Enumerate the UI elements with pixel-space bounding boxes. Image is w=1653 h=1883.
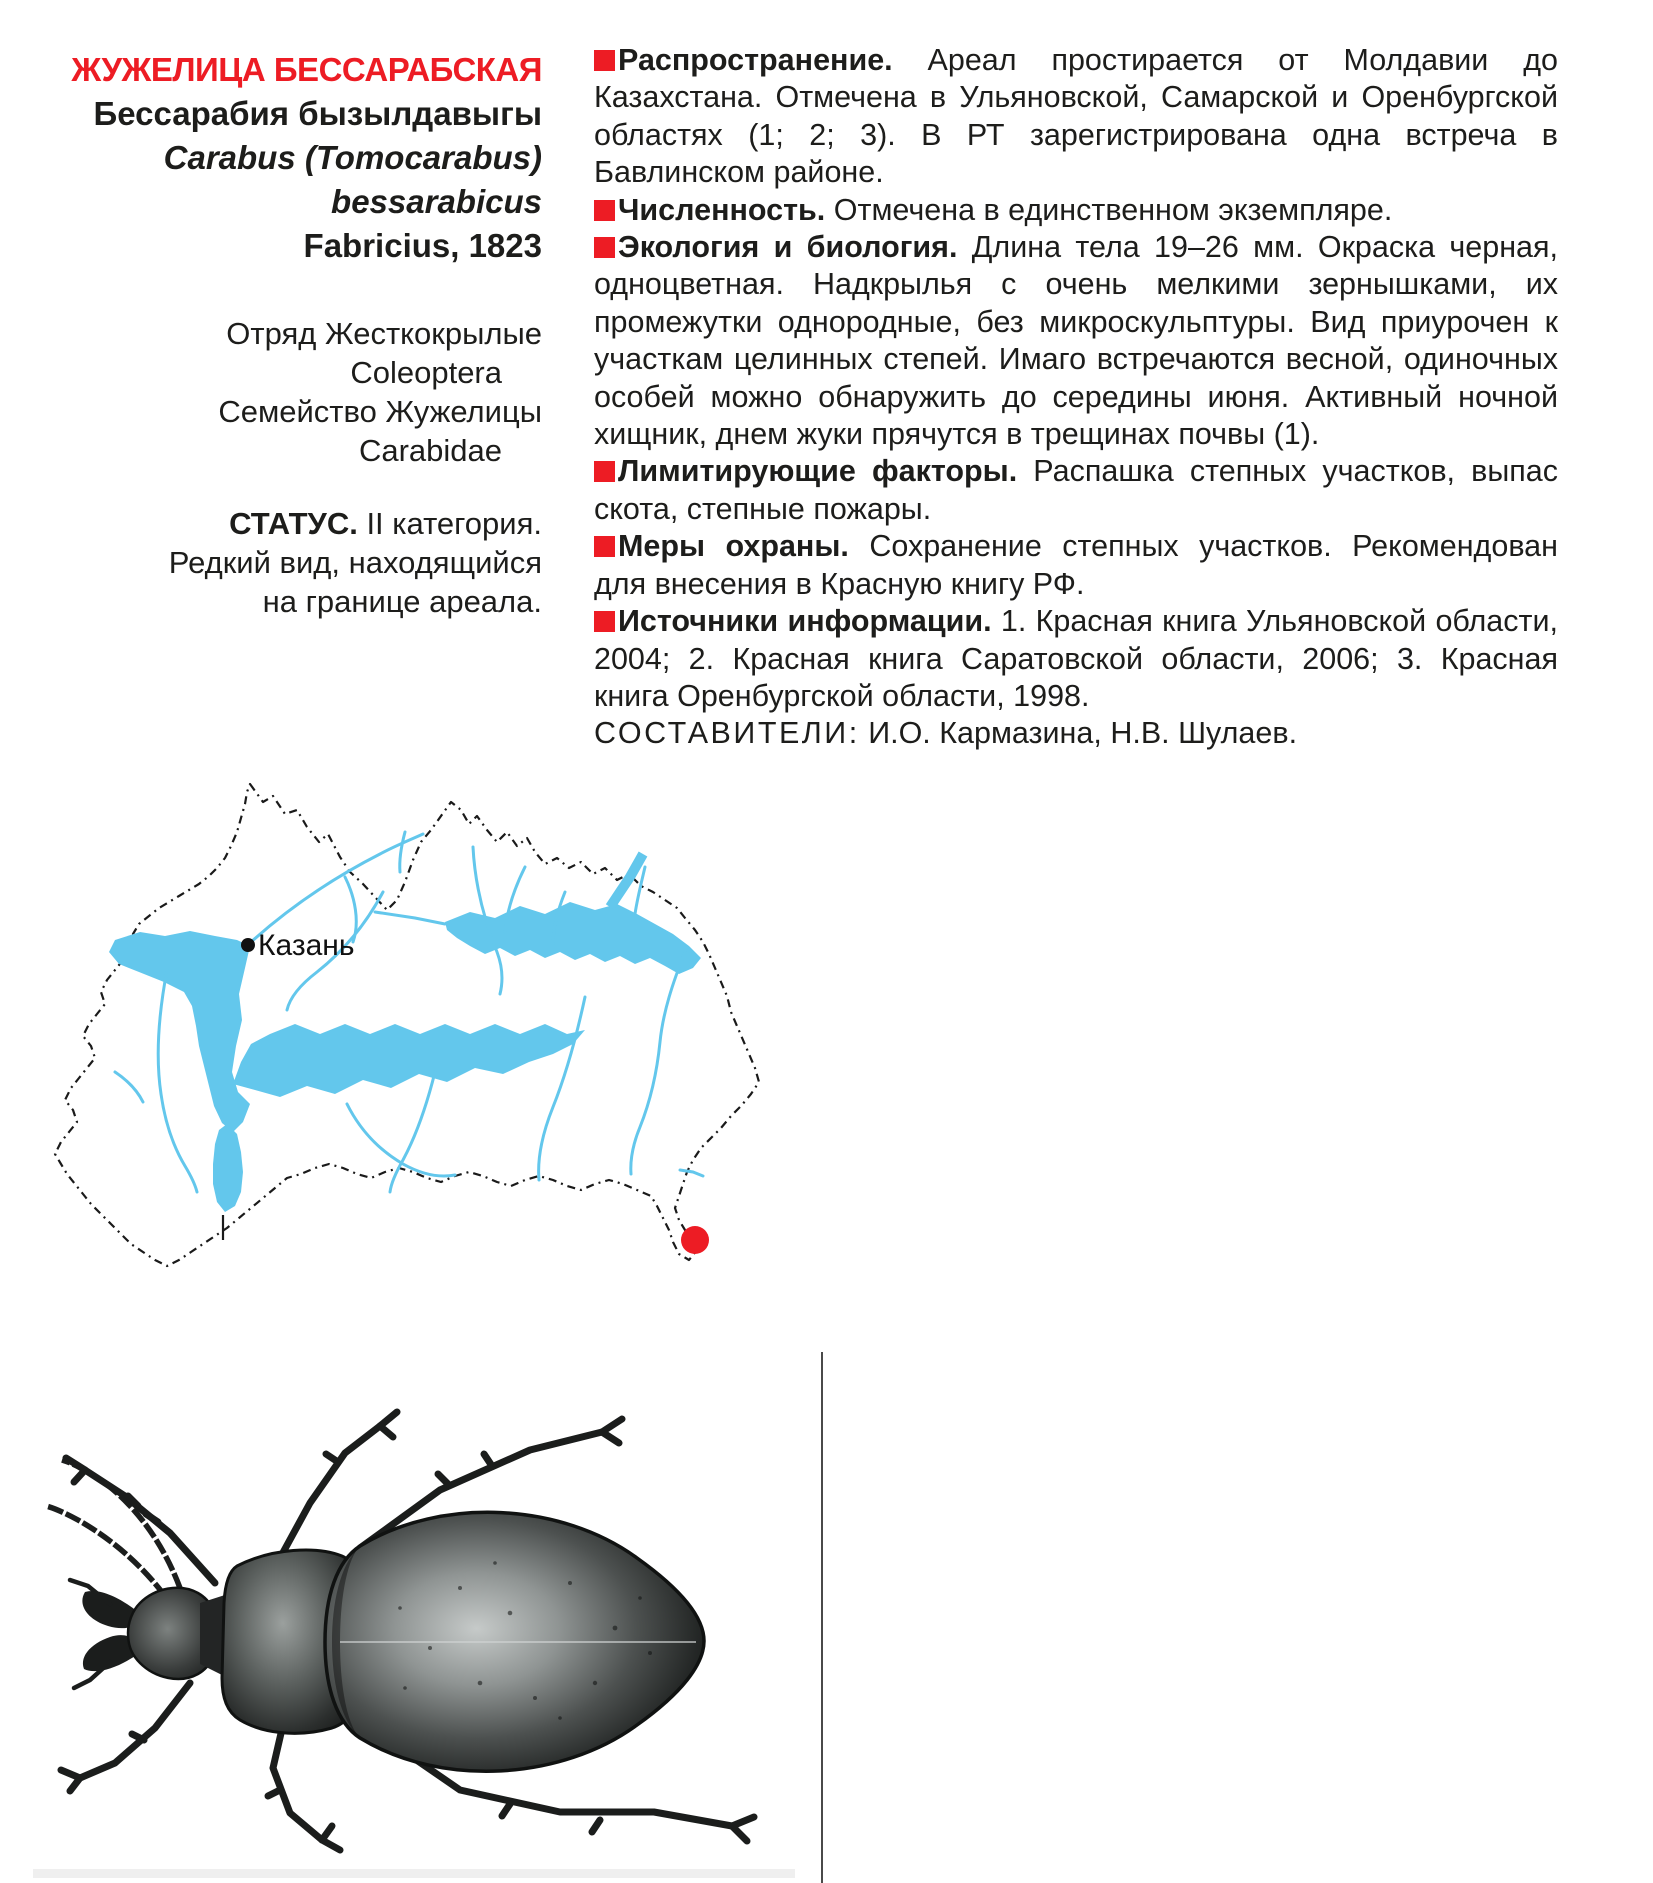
- taxonomy-family-latin: Carabidae: [358, 433, 502, 468]
- kazan-city-label: Казань: [258, 929, 355, 962]
- compilers-names: И.О. Кармазина, Н.В. Шулаев.: [859, 716, 1298, 751]
- species-title-tatar: Бессарабия бызылдавыгы: [93, 95, 542, 132]
- taxonomy-order-latin: Coleoptera: [350, 355, 502, 390]
- tatarstan-map-svg: [45, 772, 775, 1277]
- red-square-bullet-icon: [594, 50, 615, 71]
- species-header: [58, 48, 542, 621]
- section-term: Источники информации.: [618, 604, 992, 639]
- status-line1: [58, 504, 542, 543]
- red-square-bullet-icon: [594, 611, 615, 632]
- status-line3: на границе ареала.: [262, 584, 542, 619]
- taxonomy-order-ru: Отряд Жесткокрылые: [226, 316, 542, 351]
- volga-reservoir: [109, 931, 250, 1132]
- section-text: Отмечена в единственном экземпляре.: [825, 192, 1393, 227]
- red-square-bullet-icon: [594, 200, 615, 221]
- section-text: Сохранение степных участков. Рекомендован для внесения в Красную книгу РФ.: [594, 529, 1558, 601]
- section-distribution: [594, 42, 1558, 192]
- section-term: Меры охраны.: [618, 529, 849, 564]
- kama-reservoir-band: [233, 1024, 585, 1097]
- status-category: II категория.: [357, 506, 542, 541]
- red-square-bullet-icon: [594, 536, 615, 557]
- section-limiting-factors: [594, 453, 1558, 528]
- status-label: СТАТУС.: [229, 506, 358, 541]
- section-term: Экология и биология.: [618, 230, 958, 265]
- compilers-line: [594, 715, 1558, 752]
- section-text: Ареал простирается от Молдавии до Казахстана. Отмечена в Ульяновской, Самарской и Оренбургской областях (1; 2; 3). В РТ зарегистрирована одна встреча в Бавлинском районе.: [594, 43, 1558, 190]
- section-protection-measures: [594, 528, 1558, 603]
- species-latin-name-line1: Carabus (Tomocarabus): [163, 139, 542, 176]
- status-line2: Редкий вид, находящийся: [168, 545, 542, 580]
- section-text: Длина тела 19–26 мм. Окраска черная, одноцветная. Надкрылья с очень мелкими зернышками, их промежутки однородные, без микроскульптуры. Вид приурочен к участкам целинных степей. Имаго встречаются весной, одиночных особей можно обнаружить до середины июня. Активный ночной хищник, днем жуки прячутся в трещинах почвы (1).: [594, 230, 1558, 452]
- photo-frame-vertical-line: [821, 1352, 823, 1883]
- red-square-bullet-icon: [594, 461, 615, 482]
- beetle-svg: [40, 1398, 780, 1864]
- section-term: Численность.: [618, 192, 826, 227]
- section-information-sources: [594, 603, 1558, 715]
- section-text: 1. Красная книга Ульяновской области, 2004; 2. Красная книга Саратовской области, 2006; 3. Красная книга Оренбургской области, 1998.: [594, 604, 1558, 713]
- section-ecology-biology: [594, 229, 1558, 453]
- reservoir-tail: [213, 1124, 243, 1212]
- kazan-city-dot: [241, 938, 255, 952]
- section-term: Лимитирующие факторы.: [618, 454, 1018, 489]
- taxonomy-family-ru: Семейство Жужелицы: [218, 394, 542, 429]
- section-text: Распашка степных участков, выпас скота, степные пожары.: [594, 454, 1558, 526]
- species-title-ru: ЖУЖЕЛИЦА БЕССАРАБСКАЯ: [71, 51, 542, 88]
- species-description: [594, 42, 1558, 753]
- compilers-label: СОСТАВИТЕЛИ:: [594, 716, 860, 751]
- section-abundance: [594, 192, 1558, 229]
- species-author-year: Fabricius, 1823: [303, 227, 542, 264]
- beetle-illustration: [40, 1398, 780, 1864]
- red-square-bullet-icon: [594, 237, 615, 258]
- page-bottom-strip: [33, 1869, 795, 1878]
- species-latin-name-line2: bessarabicus: [331, 183, 542, 220]
- section-term: Распространение.: [618, 43, 893, 77]
- record-location-marker: [681, 1226, 709, 1254]
- status-block: [58, 504, 542, 621]
- taxonomy-block: [58, 314, 542, 470]
- range-map: [45, 772, 775, 1277]
